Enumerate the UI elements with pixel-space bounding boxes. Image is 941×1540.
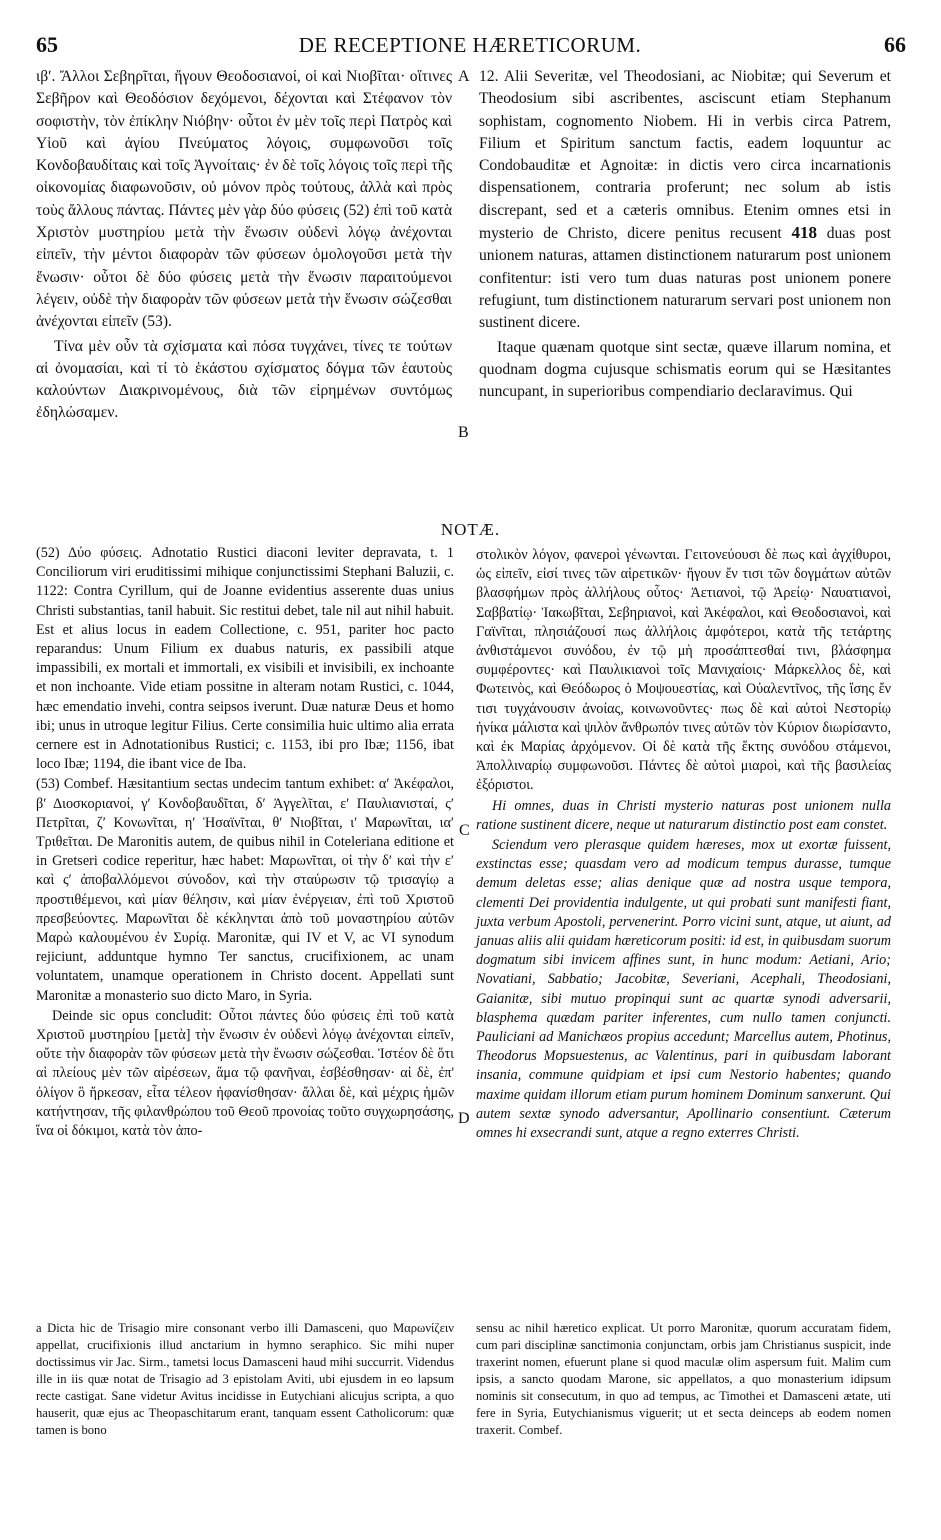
greek-main-column	[36, 66, 452, 425]
margin-letter-d: D	[458, 1110, 470, 1127]
latin-paragraph-12-part-b: duas post unionem naturas, attamen distinctionem naturarum post unionem confitentur: isti vero tum duas naturas post unionem ponere refugiunt, tum distinctionem naturarum servari post unionem non sustinent dicere.	[479, 225, 891, 332]
margin-letter-c: C	[459, 822, 470, 839]
note-53: (53) Combef. Hæsitantium sectas undecim tantum exhibet: αʹ Ἀκέφαλοι, βʹ Διοσκοριανοί, γʹ Κονδοβαυδῖται, δʹ Ἀγγελῖται, εʹ Παυλιανισταί, ςʹ Πετρῖται, ζʹ Κονωνῖται, ηʹ Ἡσαϊνῖται, θʹ Νιοβῖται, ιʹ Μαρωνῖται, ιαʹ Τριθεῖται. De Maronitis autem, de quibus nihil in Coteleriana editione et in Gretseri codice reperitur, hæc habet: Μαρωνῖται, οἱ τὴν δʹ καὶ τὴν εʹ καὶ ςʹ ἀποβαλλόμενοι σύνοδον, καὶ τὴν σταύρωσιν τῷ τρισαγίῳ a προστιθέμενοι, καὶ μίαν θέλησιν, καὶ μίαν ἐνέργειαν, ἐπὶ τοῦ Χριστοῦ πρεσβεύοντες. Μαρωνῖται δὲ κέκληνται ἀπὸ τοῦ μοναστηρίου αὐτῶν Μαρὼ καλουμένου ἐν Συρίᾳ. Maronitæ, qui IV et V, ac VI synodum rejiciunt, adduntque hymno Ter sanctus, crucifixionem, ac unam voluntatem, unamque operationem in Christo docent. Appellati sunt Maronitæ a monasterio suo dicto Maro, in Syria.	[36, 776, 454, 1004]
footnote-left: a Dicta hic de Trisagio mire consonant verbo illi Damasceni, quo Μαρωνίζειν appellat, crucifixionis illud anctarium in hymno seraphico. Sic mihi nuper doctissimus vir Jac. Sirm., tametsi locus Damasceni haud mihi succurrit. Videndus ille in iis quæ notat de Trisagio ad 3 epistolam Aviti, ubi ejusdem in eo lapsum recte castigat. Sane videtur Avitus incidisse in Eutychiani alicujus scripta, a quo hauserit, quæ ejus ac Theopaschitarum erant, tanquam essent Catholicorum: quæ tamen is bono	[36, 1321, 454, 1437]
note-53-continuation: Deinde sic opus concludit: Οὗτοι πάντες δύο φύσεις ἐπὶ τοῦ κατὰ Χριστοῦ μυστηρίου [μετὰ] τὴν ἕνωσιν ἐν οὐδενὶ λόγῳ ἀνέχονται εἰπεῖν, οὔτε τὴν διαφορὰν τῶν φύσεων μετὰ τὴν ἕνωσιν σώζεσθαι. Ἰστέον δὲ ὅτι αἱ πλείους μὲν τῶν αἱρέσεων, ἅμα τῷ φανῆναι, ἐσβέσθησαν· αἱ δὲ, ἐπ' ὀλίγον ὃ ἤρκεσαν, εἶτα τέλεον ἠφανίσθησαν· ἄλλαι δὲ, καὶ μέχρις ἡμῶν κατήντησαν, τῆς φιλανθρώπου τοῦ Θεοῦ προνοίας τοῦτο συγχωρησάσης, ἵνα οἱ δόκιμοι, κατὰ τὸν ἀπο-	[36, 1007, 454, 1140]
margin-letter-b: B	[458, 424, 469, 441]
greek-paragraph-conclusion: Τίνα μὲν οὖν τὰ σχίσματα καὶ πόσα τυγχάνει, τίνες τε τούτων αἱ ὀνομασίαι, καὶ τί τὸ ἑκάστου σχίσματος δόγμα τῶν ἑαυτοὺς καλούντων Διακρινομένους, διὰ τῶν εἰρημένων συντόμως ἐδηλώσαμεν.	[36, 337, 452, 422]
notes-right-column	[476, 546, 891, 1144]
footnote-right: sensu ac nihil hæretico explicat. Ut porro Maronitæ, quorum accuratam fidem, cum pari disciplinæ sanctimonia conjunctam, orbis jam Christianus suspicit, inde traxerint nomen, efuerunt plane si quod maculæ olim aspersum fuit. Malim cum ipsis, a sancto quodam Marone, sic appellatos, a quo monasterium idipsum nominis sit consecutum, in quo ad tempus, ac Timothei et Damasceni ætate, uti fere in Syria, Eutychianismus viguerit; ut et secta deinceps ab eodem nomen traxerit. Combef.	[476, 1321, 891, 1437]
page-number-right: 66	[884, 32, 906, 57]
note-52: (52) Δύο φύσεις. Adnotatio Rustici diaconi leviter depravata, t. 1 Conciliorum viri eruditissimi mihique conjunctissimi Stephani Baluzii, c. 1122: Contra Cyrillum, qui de Joanne evidentius asserente duas unius Christi substantias, tanil habuit. Sic restitui debet, tale nil aut nihil habuit. Est et alius locus in eadem Collectione, c. 951, pariter hoc pacto reparandus: Unum Filium ex duabus naturis, ex passibili atque impassibili, ex mortali et immortali, ex visibili et invisibili, ex inchoante et non inchoante. Vide etiam possitne in alteram notam Rustici, c. 1044, hæc emendatio invehi, contra seipsos iverunt. Duæ naturæ Deus et homo ibi; unus in utroque legitur Filius. Certe consimilia huic ultimo alia errata cernere est in Adnotationibus Rustici; c. 1153, ibi pro Ibæ; 1156, ibat loco Ibæ; 1194, die ibant vice de Iba.	[36, 545, 454, 773]
latin-paragraph-12-part-a: 12. Alii Severitæ, vel Theodosiani, ac Niobitæ; qui Severum et Theodosium sibi ascribentes, asciscunt etiam Stephanum sophistam, cognomento Niobem. Hi in verbis circa Patrem, Filium et Spiritum sanctum factis, eadem loquuntur ac Condobauditæ et Agnoitæ: in dictis vero circa incarnationis dispensationem, contraria proferunt; nec solum ab istis discrepant, sed et a cæteris omnibus. Etenim omnes etsi in mysterio de Christo, dicere penitus recusent	[479, 68, 891, 243]
page-number-left: 65	[36, 32, 58, 57]
latin-main-column	[479, 66, 891, 403]
latin-paragraph-12	[479, 66, 891, 335]
notes-left-column	[36, 544, 454, 1142]
notae-heading: NOTÆ.	[440, 520, 501, 539]
note-greek-continuation: στολικὸν λόγον, φανεροὶ γένωνται. Γειτονεύουσι δὲ πως καὶ ἀγχίθυροι, ὡς εἰπεῖν, εἰσί τινες τῶν αἱρετικῶν· ἤγουν ἔν τισι τῶν δογμάτων αὐτῶν βλασφήμων πρὸς ἀλλήλους οὗτος· Ἀετιανοὶ, τῷ Ἀρείῳ· Ναυατιανοὶ, Σαββατίῳ· Ἰακωβῖται, Σεβηριανοὶ, καὶ Ἀκέφαλοι, καὶ Θεοδοσιανοὶ, καὶ Γαϊνῖται, πλησιάζουσί πως ἀλλήλοις ἀμφότεροι, κατὰ τῆς τετάρτης ἀνθιστάμενοι συνόδου, ἐν τῷ μὴ προσάπτεσθαί τινι, βλάσφημα συμφέροντες· καὶ Παυλικιανοὶ τοῖς Μανιχαίοις· Μάρκελλος δὲ, καὶ Φωτεινὸς, καὶ Θεόδωρος ὁ Μοψουεστίας, καὶ Οὐαλεντῖνος, τῆς ἴσης ἔν τισι τυγχάνουσιν ἀνοίας, κοινωνοῦντες· πως δὲ καὶ αὐτοὶ Νεστορίῳ ἡνίκα μάλιστα καὶ ψιλὸν ἄνθρωπόν τινες αὐτῶν τὸν Κύριον διωρίσαντο, καὶ ἐκ Μαρίας ἀρχόμενον. Οἱ δὲ κατὰ τῆς ἕκτης συνόδου στάμενοι, Ἀπολλιναρίῳ συμφωνοῦσι. Πάντες δὲ αὐτοὶ μιαροὶ, καὶ τῆς βασιλείας ἐξόριστοι.	[476, 547, 891, 794]
note-latin-summary: Hi omnes, duas in Christi mysterio naturas post unionem nulla ratione sustinent dicere, neque ut naturarum distinctio post eam constet.	[476, 797, 891, 833]
latin-paragraph-conclusion: Itaque quænam quotque sint sectæ, quæve illarum nomina, et quodnam dogma cujusque schismatis eorum qui se Hæsitantes nuncupant, in superioribus compendiario declaravimus. Qui	[479, 338, 891, 401]
note-latin-translation: Sciendum vero plerasque quidem hæreses, mox ut exortæ fuissent, exstinctas esse; quasdam vero ad modicum tempus durasse, tumque demum deletas esse; alias denique quæ ad nostra usque tempora, clementi Dei providentia indulgente, ut qui probati sunt manifesti fiant, juxta verbum Apostoli, pervenerint. Porro vicini sunt, atque, ut aiunt, ad januas aliis alii quidam hæreticorum positi: id est, in quibusdam suorum dogmatum sibi invicem affines sunt, in hunc modum: Aetiani, Ario; Novatiani, Sabbatio; Jacobitæ, Severiani, Acephali, Theodosiani, Gaianitæ, sibi mutuo propinqui sunt ac quartæ synodi adversarii, blasphema quædam pariter inferentes, cum nullo tamen conjuncti. Pauliciani ad Manichæos propius accedunt; Marcellus autem, Photinus, Theodorus Mopsuestenus, ac Valentinus, pari in quibusdam laborant insania, commune quidpiam et ipsi cum Nestorio habentes; quando maxime quidam illorum etiam purum hominem Dominum sanxerunt. Qui autem sextæ synodo adversantur, Apollinario consentiunt. Cæterum omnes hi exsecrandi sunt, atque a regno exterres Christi.	[476, 837, 891, 1142]
margin-letter-a: A	[458, 68, 470, 85]
greek-paragraph-12: ιβʹ. Ἄλλοι Σεβηρῖται, ἤγουν Θεοδοσιανοί, οἱ καὶ Νιοβῖται· οἵτινες Σεβῆρον καὶ Θεοδόσιον δεχόμενοι, δέχονται καὶ Στέφανον τὸν σοφιστὴν, τὸν ἐπίκλην Νιόβην· οὗτοι ἐν μὲν τοῖς περὶ Πατρὸς καὶ Υἱοῦ καὶ ἁγίου Πνεύματος λόγοις, συμφωνοῦσι τοῖς Κονδοβαυδίταις καὶ τοῖς Ἀγνοίταις· ἐν δὲ τοῖς λόγοις τοῖς περὶ τῆς οἰκονομίας διαφωνοῦσιν, οὐ μόνον πρὸς τούτους, ἀλλὰ καὶ πρὸς τοὺς ἄλλους πάντας. Πάντες μὲν γὰρ δύο φύσεις (52) ἐπὶ τοῦ κατὰ Χριστὸν μυστηρίου μετὰ τὴν ἕνωσιν οὐδενὶ λόγῳ ἀνέχονται εἰπεῖν, τὴν μέντοι διαφορὰν τῶν φύσεων ὁμολογοῦσι μετὰ τὴν ἕνωσιν· οὗτοι δὲ δύο φύσεις μετὰ τὴν ἕνωσιν παραιτούμενοι λέγειν, οὐδὲ τὴν διαφορὰν τῶν φύσεων μετὰ τὴν ἕνωσιν σώζεσθαι ἀνέχονται εἰπεῖν (53).	[36, 68, 452, 331]
running-title: DE RECEPTIONE HÆRETICORUM.	[298, 33, 642, 57]
running-header	[30, 32, 910, 62]
column-number: 418	[791, 223, 817, 243]
